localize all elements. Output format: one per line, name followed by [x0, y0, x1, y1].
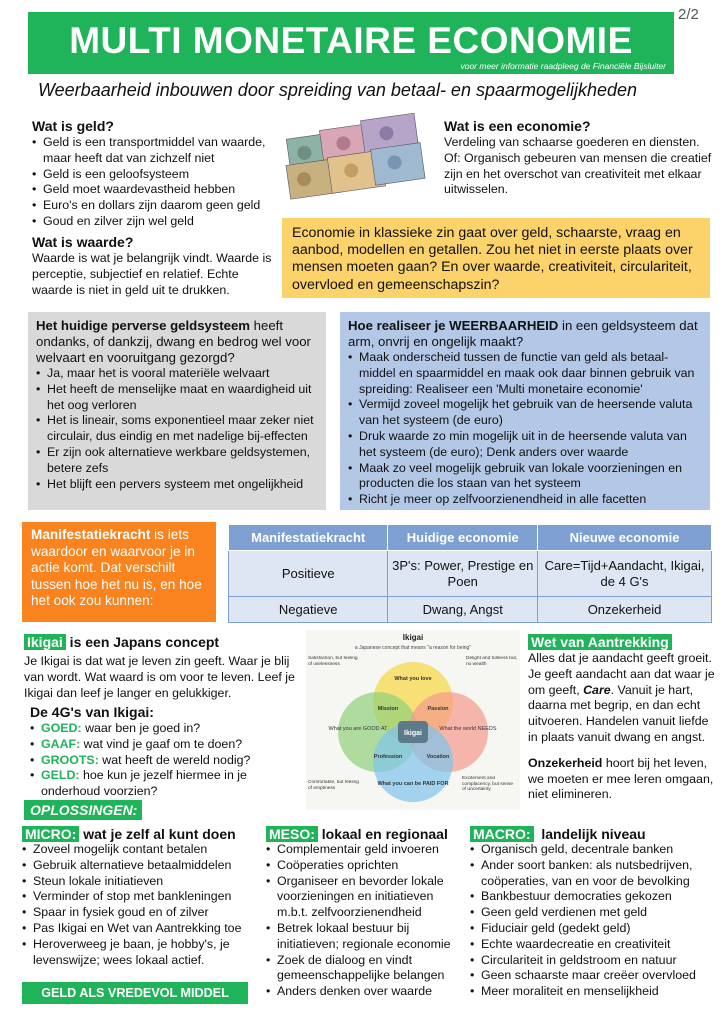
- list-item: • Fiduciair geld (gedekt geld): [470, 921, 716, 937]
- list-item: [30, 721, 300, 737]
- overlap-passion: Passion: [427, 706, 449, 712]
- micro-heading: [22, 826, 260, 842]
- list-item: • Zoek de dialoog en vindt gemeenschappelijke belangen: [266, 953, 466, 985]
- list-item: • Gebruik alternatieve betaalmiddelen: [22, 858, 260, 874]
- overlap-mission: Mission: [377, 706, 399, 712]
- section-macro: [470, 826, 716, 1000]
- g-text: wat heeft de wereld nodig?: [98, 752, 251, 767]
- cta-banner: GELD ALS VREDEVOL MIDDEL: [22, 982, 248, 1004]
- weerbaar-lead-bold: Hoe realiseer je WEERBAARHEID: [348, 318, 559, 333]
- meso-heading: [266, 826, 466, 842]
- g-key: GELD:: [41, 768, 80, 783]
- circle-needs-label: What the world NEEDS: [439, 726, 497, 732]
- onzekerheid-rest: hoort bij het leven, we moeten er mee leren omgaan, niet elimineren.: [528, 755, 714, 802]
- meso-title: lokaal en regionaal: [317, 826, 448, 842]
- page-number: 2/2: [678, 6, 699, 23]
- list-item: • Euro's en dollars zijn daarom geen geld: [32, 198, 280, 214]
- economie-heading: Wat is een economie?: [444, 118, 591, 134]
- page-title: MULTI MONETAIRE ECONOMIE: [69, 20, 633, 61]
- list-item: • Geld moet waardevastheid hebben: [32, 182, 280, 198]
- page-subtitle: Weerbaarheid inbouwen door spreiding van betaal- en spaarmogelijkheden: [38, 80, 638, 100]
- circle-love-label: What you love: [394, 676, 432, 682]
- list-item: • Echte waardecreatie en creativiteit: [470, 937, 716, 953]
- table-header: Nieuwe economie: [538, 525, 712, 551]
- section-meso: [266, 826, 466, 1000]
- list-item: • Spaar in fysiek goud en of zilver: [22, 905, 260, 921]
- corner-tl: Satisfaction, but feeling of uselessness: [308, 656, 358, 667]
- list-item: • Organisch geld, decentrale banken: [470, 842, 716, 858]
- list-item: • Het blijft een pervers systeem met ongelijkheid: [36, 477, 318, 493]
- list-item: • Het is lineair, soms exponentieel maar zeker niet circulair, dus eindig en met nadelige bij-effecten: [36, 413, 318, 445]
- title-banner: [28, 12, 674, 74]
- list-item: • Maak onderscheid tussen de functie van geld als betaal-middel en spaarmiddel en maak ook daar binnen gebruik van spreiding: Realiseer een 'Multi monetaire economie': [348, 350, 702, 397]
- corner-tr: Delight and fullness but, no wealth: [466, 656, 518, 667]
- list-item: • Verminder of stop met bankleningen: [22, 889, 260, 905]
- diagram-title: Ikigai: [402, 633, 424, 642]
- geld-heading: Wat is geld?: [32, 118, 114, 134]
- oplossingen-label: OPLOSSINGEN:: [24, 800, 142, 820]
- list-item: • Coöperaties oprichten: [266, 858, 466, 874]
- aantrekking-tag: Wet van Aantrekking: [528, 634, 672, 650]
- aantrekking-text-a: Alles dat je aandacht geeft groeit. Je geeft aandacht aan dat waar je om geeft,: [528, 651, 715, 697]
- list-item: • Organiseer en bevorder lokale voorzieningen en initiatieven m.b.t. zelfvoorzienendheid: [266, 874, 466, 921]
- manifest-lead-rest: is iets waardoor en waarvoor je in actie komt. Dat verschilt tussen hoe het nu is, en hoe het ook zou kunnen:: [31, 527, 202, 609]
- pervers-lead-rest: heeft ondanks, of dankzij, dwang en bedrog wel voor welvaart en vooruitgang gezorgd?: [36, 318, 311, 365]
- macro-list: [470, 842, 716, 1000]
- list-item: • Ander soort banken: als nutsbedrijven, coöperaties, van en voor de bevolking: [470, 858, 716, 890]
- micro-list: [22, 842, 260, 968]
- circle-good-label: What you are GOOD AT: [328, 726, 388, 732]
- list-item: • Anders denken over waarde: [266, 984, 466, 1000]
- list-item: • Complementair geld invoeren: [266, 842, 466, 858]
- list-item: • Meer moraliteit en menselijkheid: [470, 984, 716, 1000]
- list-item: • Er zijn ook alternatieve werkbare geldsystemen, betere zefs: [36, 445, 318, 477]
- overlap-center: Ikigai: [404, 730, 422, 737]
- micro-tag: MICRO:: [22, 826, 79, 842]
- ikigai-diagram: [306, 630, 520, 810]
- corner-bl: Comfortable, but feeling of emptiness: [308, 780, 359, 791]
- list-item: • Ja, maar het is vooral materiële welvaart: [36, 366, 318, 382]
- manifest-box: [22, 522, 216, 622]
- onzekerheid-bold: Onzekerheid: [528, 755, 603, 770]
- list-item: • Geld is een transportmiddel van waarde, maar heeft dat van zichzelf niet: [32, 135, 280, 167]
- care-word: Care: [583, 682, 611, 697]
- banknotes-image: [280, 112, 428, 210]
- section-aantrekking: [528, 634, 718, 803]
- table-cell: Onzekerheid: [538, 597, 712, 623]
- aantrekking-text: [528, 651, 718, 746]
- g-text: wat vind je gaaf om te doen?: [80, 736, 243, 751]
- list-item: • Maak zo veel mogelijk gebruik van lokale voorzieningen en producten die los staan van het systeem: [348, 461, 702, 493]
- list-item: • Druk waarde zo min mogelijk uit in de heersende valuta van het systeem (de euro); Denk anders over waarde: [348, 429, 702, 461]
- list-item: • Heroverweeg je baan, je hobby's, je levenswijze; wees lokaal actief.: [22, 937, 260, 969]
- list-item: [30, 768, 300, 800]
- g-key: GOED:: [41, 721, 82, 735]
- onzekerheid-text: [528, 756, 718, 803]
- ikigai-g-heading: De 4G's van Ikigai:: [30, 704, 154, 720]
- pervers-box: [28, 312, 326, 510]
- overlap-profession: Profession: [373, 754, 403, 760]
- list-item: • Goud en zilver zijn wel geld: [32, 214, 280, 230]
- macro-heading: [470, 826, 716, 842]
- table-cell: Dwang, Angst: [388, 597, 538, 623]
- corner-br: Excitement and complacency, but sense of uncertainty: [462, 776, 514, 793]
- pervers-lead: [36, 318, 318, 366]
- waarde-text: Waarde is wat je belangrijk vindt. Waarde is perceptie, subjectief en relatief. Echte waarde is niet in geld uit te drukken.: [32, 251, 272, 297]
- table-row: [229, 597, 712, 623]
- weerbaar-box: [340, 312, 710, 510]
- list-item: • Geen geld verdienen met geld: [470, 905, 716, 921]
- table-cell: Care=Tijd+Aandacht, Ikigai, de 4 G's: [538, 551, 712, 597]
- micro-title: wat je zelf al kunt doen: [79, 826, 236, 842]
- macro-title: landelijk niveau: [533, 826, 646, 842]
- manifest-table: [228, 524, 712, 623]
- g-key: GROOTS:: [41, 752, 99, 767]
- section-geld: [32, 118, 280, 230]
- weerbaar-list: [348, 350, 702, 508]
- list-item: • Vermijd zoveel mogelijk het gebruik van de heersende valuta van het systeem (de euro): [348, 397, 702, 429]
- table-header: Manifestatiekracht: [229, 525, 388, 551]
- list-item: • Richt je meer op zelfvoorzienendheid in alle facetten: [348, 492, 702, 508]
- list-item: • Circulariteit in geldstroom en natuur: [470, 953, 716, 969]
- ikigai-text: Je Ikigai is dat wat je leven zin geeft. Waar je blij van wordt. Wat waard is om voor te leven. Leef je Ikigai dan leef je langer en gelukkiger.: [24, 654, 295, 700]
- meso-tag: MESO:: [266, 826, 318, 842]
- ikigai-tag: Ikigai: [24, 634, 66, 650]
- meso-list: [266, 842, 466, 1000]
- table-cell: Negatieve: [229, 597, 388, 623]
- g-key: GAAF:: [41, 736, 81, 751]
- macro-tag: MACRO:: [470, 826, 534, 842]
- table-row: [229, 551, 712, 597]
- g-text: waar ben je goed in?: [81, 721, 201, 735]
- ikigai-g-list: [30, 721, 300, 800]
- weerbaar-lead-rest: in een geldsysteem dat arm, onvrij en ongelijk maakt?: [348, 318, 698, 349]
- circle-paid-label: What you can be PAID FOR: [377, 781, 449, 787]
- weerbaar-lead: [348, 318, 702, 350]
- list-item: • Steun lokale initiatieven: [22, 874, 260, 890]
- section-waarde: [32, 234, 278, 298]
- list-item: • Geld is een geloofsysteem: [32, 167, 280, 183]
- list-item: [30, 737, 300, 753]
- waarde-heading: Wat is waarde?: [32, 234, 134, 250]
- list-item: • Geen schaarste maar creëer overvloed: [470, 968, 716, 984]
- manifest-lead-bold: Manifestatiekracht: [31, 527, 151, 542]
- list-item: • Betrek lokaal bestuur bij initiatieven; regionale economie: [266, 921, 466, 953]
- list-item: • Het heeft de menselijke maat en waardigheid uit het oog verloren: [36, 382, 318, 414]
- diagram-subtitle: a Japanese concept that means "a reason for being": [354, 645, 472, 651]
- economie-text: Verdeling van schaarse goederen en diensten. Of: Organisch gebeuren van mensen die creatief zijn en het overschot van creativiteit met elkaar uitwisselen.: [444, 135, 712, 197]
- pervers-lead-bold: Het huidige perverse geldsysteem: [36, 318, 251, 333]
- aantrekking-heading: [528, 634, 718, 650]
- ikigai-g-section: [30, 704, 300, 800]
- list-item: • Pas Ikigai en Wet van Aantrekking toe: [22, 921, 260, 937]
- geld-list: [32, 135, 280, 230]
- g-text: hoe kun je jezelf hiermee in je onderhoud voorzien?: [41, 768, 247, 799]
- pervers-list: [36, 366, 318, 492]
- ikigai-heading-rest: is een Japans concept: [65, 634, 220, 650]
- klassiek-box: Economie in klassieke zin gaat over geld, schaarste, vraag en aanbod, modellen en getallen. Zou het niet in eerste plaats over mensen moeten gaan? En over waarde, creativiteit, circulariteit, overvloed en gemeenschapszin?: [282, 218, 710, 298]
- table-header: Huidige economie: [388, 525, 538, 551]
- table-cell: Positieve: [229, 551, 388, 597]
- aantrekking-text-b: . Vanuit je hart, daarna met begrip, en dan echt uitvoeren. Handelen vanuit liefde in plaats vanuit dwang en angst.: [528, 682, 709, 744]
- list-item: • Bankbestuur democraties gekozen: [470, 889, 716, 905]
- table-header-row: [229, 525, 712, 551]
- section-economie: [444, 118, 714, 198]
- ikigai-heading: [24, 634, 219, 650]
- source-note: voor meer informatie raadpleeg de Financiële Bijsluiter: [460, 61, 666, 71]
- list-item: • Zoveel mogelijk contant betalen: [22, 842, 260, 858]
- section-micro: [22, 826, 260, 968]
- overlap-vocation: Vocation: [426, 754, 450, 760]
- list-item: [30, 753, 300, 769]
- table-cell: 3P's: Power, Prestige en Poen: [388, 551, 538, 597]
